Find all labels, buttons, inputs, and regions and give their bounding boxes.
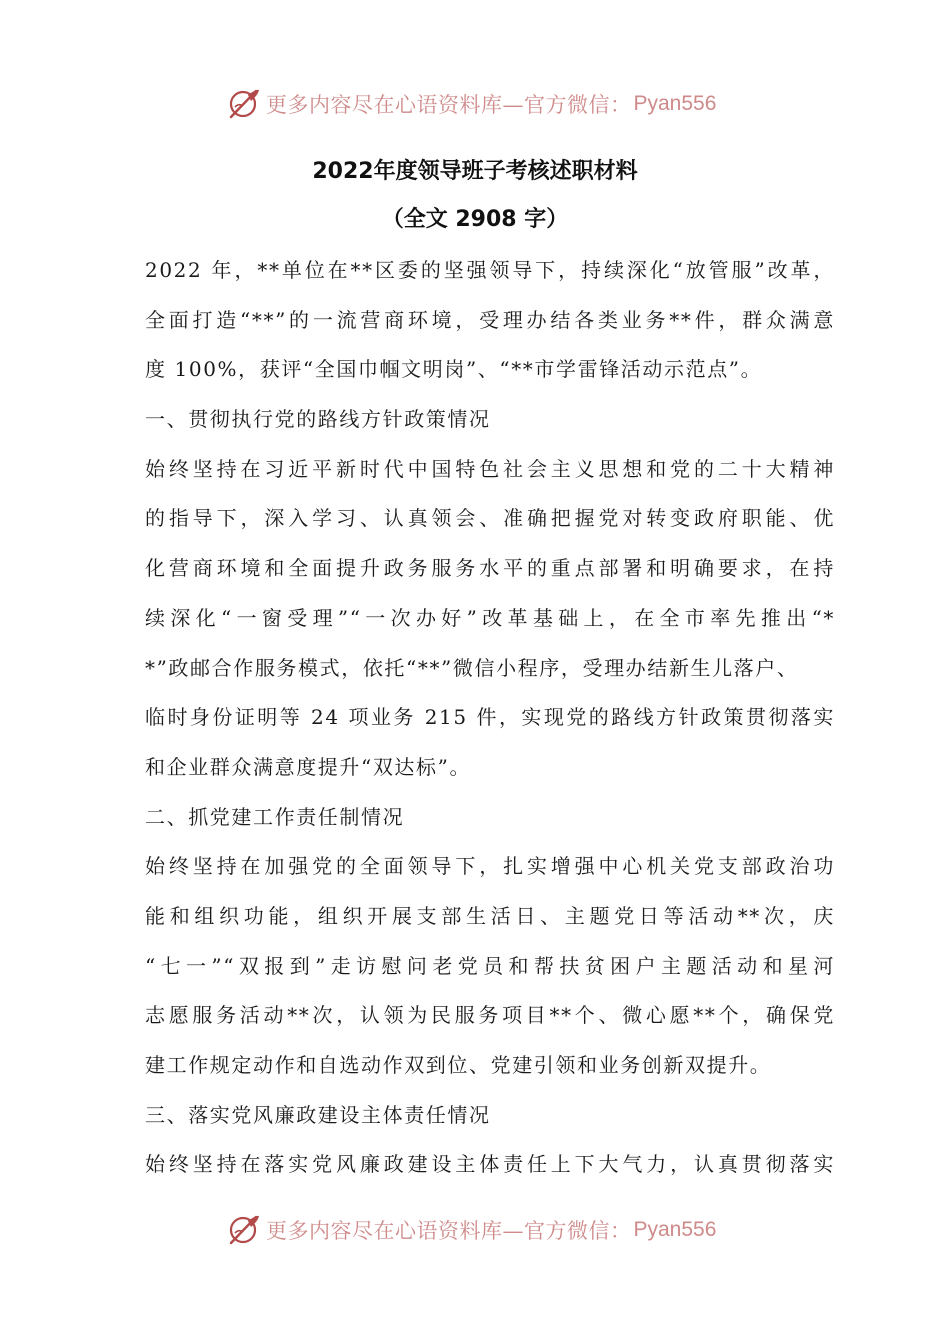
watermark-header: [226, 87, 716, 121]
body-line: 始终坚持在落实党风廉政建设主体责任上下大气力，认真贯彻落实: [145, 1152, 835, 1177]
section-heading: 二、抓党建工作责任制情况: [145, 804, 405, 829]
watermark-footer: [226, 1213, 716, 1247]
body-line: 临时身份证明等 24 项业务 215 件，实现党的路线方针政策贯彻落实: [145, 705, 835, 730]
body-line: 建工作规定动作和自选动作双到位、党建引领和业务创新双提升。: [145, 1053, 772, 1077]
body-line: 2022 年，**单位在**区委的坚强领导下，持续深化“放管服”改革，: [145, 258, 835, 282]
body-line: “七一”“双报到”走访慰问老党员和帮扶贫困户主题活动和星河: [145, 953, 835, 978]
body-line: 和企业群众满意度提升“双达标”。: [145, 754, 472, 779]
document-body: [145, 246, 835, 1190]
body-line: 始终坚持在习近平新时代中国特色社会主义思想和党的二十大精神: [145, 456, 835, 481]
body-line: 志愿服务活动**次，认领为民服务项目**个、微心愿**个，确保党: [145, 1003, 835, 1028]
body-line: 度 100%，获评“全国巾帼文明岗”、“**市学雷锋活动示范点”。: [145, 357, 763, 382]
section-heading: 一、贯彻执行党的路线方针政策情况: [145, 407, 491, 432]
document-subtitle: （全文 2908 字）: [381, 207, 569, 232]
section-heading: 三、落实党风廉政建设主体责任情况: [145, 1102, 491, 1127]
body-line: 始终坚持在加强党的全面领导下，扎实增强中心机关党支部政治功: [145, 854, 835, 879]
body-line: *”政邮合作服务模式，依托“**”微信小程序，受理办结新生儿落户、: [145, 655, 799, 680]
watermark-text: 更多内容尽在心语资料库—官方微信：: [266, 93, 632, 117]
document-title: 2022年度领导班子考核述职材料: [312, 159, 638, 184]
body-line: 全面打造“**”的一流营商环境，受理办结各类业务**件，群众满意: [145, 307, 835, 332]
body-line: 能和组织功能，组织开展支部生活日、主题党日等活动**次，庆: [145, 903, 835, 928]
watermark-handle: Pyan556: [633, 1218, 717, 1241]
quill-pen-seal-icon: [226, 87, 262, 121]
body-line: 的指导下，深入学习、认真领会、准确把握党对转变政府职能、优: [145, 506, 835, 531]
quill-pen-seal-icon: [226, 1213, 262, 1247]
watermark-handle: Pyan556: [633, 92, 717, 115]
body-line: 化营商环境和全面提升政务服务水平的重点部署和明确要求，在持: [145, 556, 835, 581]
body-line: 续深化“一窗受理”“一次办好”改革基础上，在全市率先推出“*: [145, 605, 835, 630]
watermark-text: 更多内容尽在心语资料库—官方微信：: [266, 1219, 632, 1243]
